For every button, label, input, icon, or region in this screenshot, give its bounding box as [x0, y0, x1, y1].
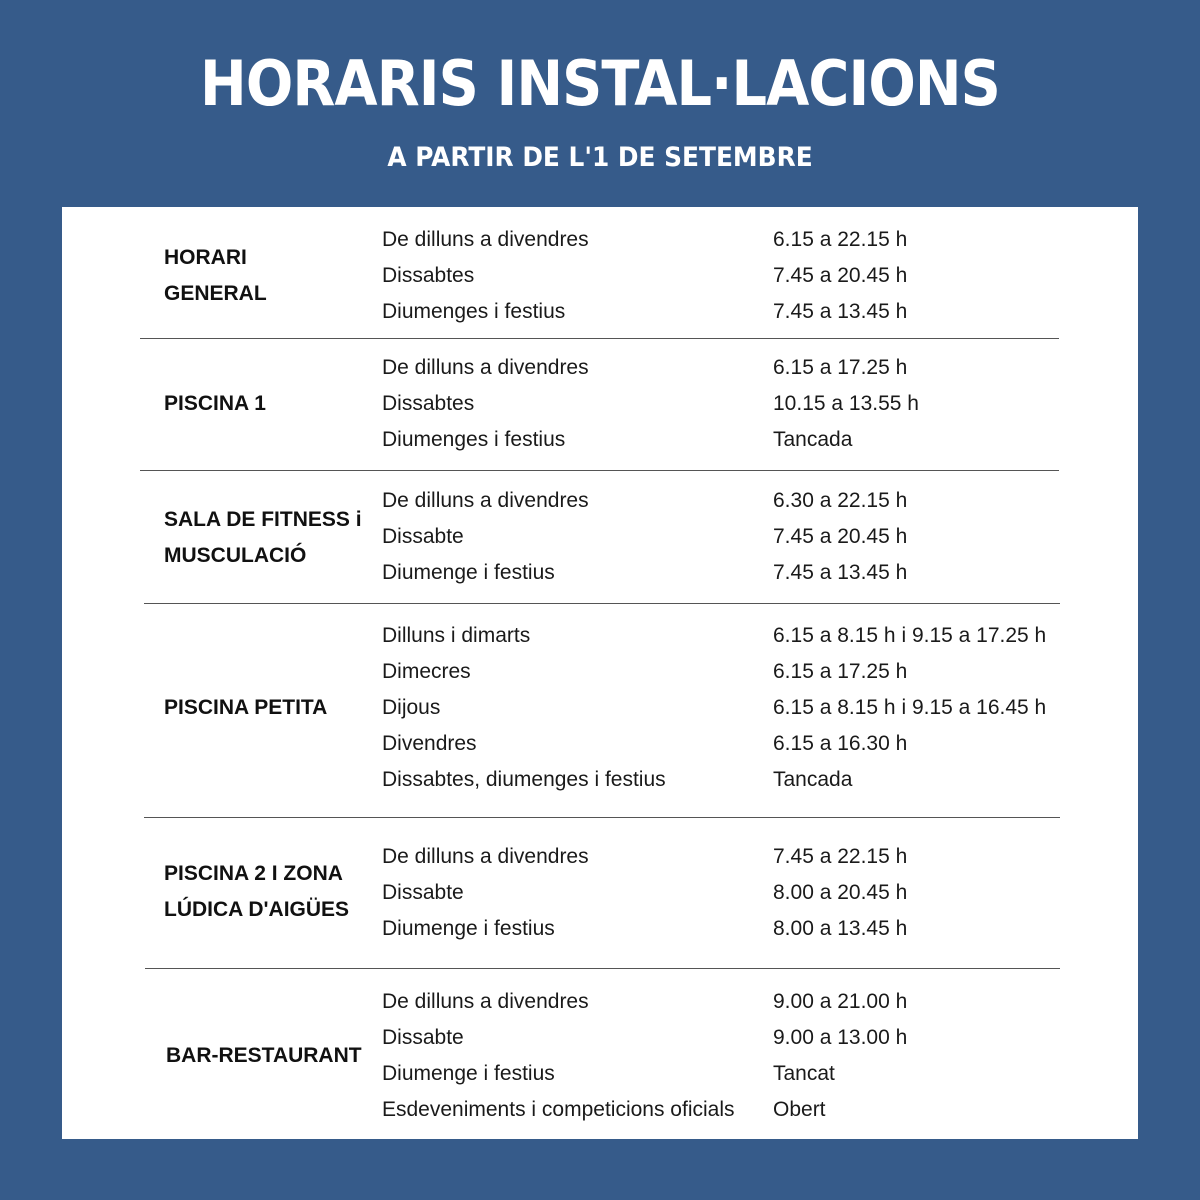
hours-value: 8.00 a 20.45 h [773, 881, 908, 904]
schedule-row [382, 350, 1082, 386]
hours-value: 7.45 a 20.45 h [773, 264, 908, 287]
section-name [164, 690, 327, 726]
hours-value: Obert [773, 1098, 826, 1121]
schedule-row [382, 839, 1082, 875]
hours-value: 9.00 a 21.00 h [773, 990, 908, 1013]
section-name [164, 240, 267, 312]
section-name [166, 1038, 362, 1074]
section-name [164, 502, 362, 574]
section-name-line: GENERAL [164, 282, 267, 305]
section-divider [145, 968, 1060, 969]
hours-value: 9.00 a 13.00 h [773, 1026, 908, 1049]
day-label: De dilluns a divendres [382, 990, 589, 1013]
section-divider [140, 338, 1059, 339]
schedule-rows [382, 618, 1082, 798]
day-label: Divendres [382, 732, 477, 755]
schedule-rows [382, 350, 1082, 458]
schedule-rows [382, 483, 1082, 591]
day-label: Dissabte [382, 525, 464, 548]
hours-value: 7.45 a 13.45 h [773, 561, 908, 584]
day-label: Dijous [382, 696, 441, 719]
schedule-row [382, 911, 1082, 947]
hours-value: 7.45 a 22.15 h [773, 845, 908, 868]
day-label: Dissabte [382, 881, 464, 904]
hours-value: 6.15 a 17.25 h [773, 660, 908, 683]
section-name [164, 386, 266, 422]
schedule-row [382, 422, 1082, 458]
schedule-row [382, 875, 1082, 911]
schedule-row [382, 483, 1082, 519]
schedule-row [382, 984, 1082, 1020]
day-label: Dimecres [382, 660, 471, 683]
schedule-row [382, 1056, 1082, 1092]
day-label: Dissabte [382, 1026, 464, 1049]
section-name-line: MUSCULACIÓ [164, 544, 307, 567]
day-label: Esdeveniments i competicions oficials [382, 1098, 735, 1121]
schedule-panel [62, 207, 1138, 1139]
day-label: Diumenges i festius [382, 428, 566, 451]
schedule-row [382, 258, 1082, 294]
schedule-row [382, 1092, 1082, 1128]
schedule-row [382, 1020, 1082, 1056]
schedule-row [382, 294, 1082, 330]
page-subtitle: A PARTIR DE L'1 DE SETEMBRE [387, 142, 813, 173]
schedule-row [382, 762, 1082, 798]
section-name-line: PISCINA 1 [164, 392, 266, 415]
section-divider [140, 470, 1059, 471]
hours-value: 6.30 a 22.15 h [773, 489, 908, 512]
schedule-row [382, 519, 1082, 555]
hours-value: Tancada [773, 768, 853, 791]
day-label: Diumenges i festius [382, 300, 566, 323]
section-divider [144, 603, 1060, 604]
day-label: De dilluns a divendres [382, 489, 589, 512]
day-label: Diumenge i festius [382, 1062, 555, 1085]
hours-value: 6.15 a 16.30 h [773, 732, 908, 755]
schedule-row [382, 222, 1082, 258]
page-title: HORARIS INSTAL·LACIONS [200, 47, 1000, 120]
section-name [164, 856, 349, 928]
schedule-row [382, 654, 1082, 690]
schedule-row [382, 386, 1082, 422]
day-label: Dissabtes, diumenges i festius [382, 768, 666, 791]
schedule-row [382, 555, 1082, 591]
section-name-line: PISCINA PETITA [164, 696, 328, 719]
day-label: Diumenge i festius [382, 561, 555, 584]
day-label: Dilluns i dimarts [382, 624, 531, 647]
day-label: De dilluns a divendres [382, 845, 589, 868]
hours-value: 7.45 a 13.45 h [773, 300, 908, 323]
section-name-line: HORARI [164, 246, 247, 269]
day-label: De dilluns a divendres [382, 356, 589, 379]
section-name-line: LÚDICA D'AIGÜES [164, 898, 350, 921]
hours-value: 7.45 a 20.45 h [773, 525, 908, 548]
schedule-row [382, 726, 1082, 762]
schedule-rows [382, 984, 1082, 1128]
hours-value: 6.15 a 22.15 h [773, 228, 908, 251]
hours-value: 6.15 a 8.15 h i 9.15 a 16.45 h [773, 696, 1047, 719]
hours-value: 6.15 a 17.25 h [773, 356, 908, 379]
day-label: De dilluns a divendres [382, 228, 589, 251]
hours-value: 8.00 a 13.45 h [773, 917, 908, 940]
section-name-line: BAR-RESTAURANT [166, 1044, 362, 1067]
day-label: Dissabtes [382, 392, 475, 415]
hours-value: 6.15 a 8.15 h i 9.15 a 17.25 h [773, 624, 1047, 647]
hours-value: Tancat [773, 1062, 835, 1085]
schedule-rows [382, 839, 1082, 947]
day-label: Dissabtes [382, 264, 475, 287]
schedule-row [382, 618, 1082, 654]
hours-value: 10.15 a 13.55 h [773, 392, 919, 415]
section-divider [144, 817, 1060, 818]
hours-value: Tancada [773, 428, 853, 451]
section-name-line: PISCINA 2 I ZONA [164, 862, 343, 885]
day-label: Diumenge i festius [382, 917, 555, 940]
section-name-line: SALA DE FITNESS i [164, 508, 362, 531]
schedule-row [382, 690, 1082, 726]
schedule-rows [382, 222, 1082, 330]
